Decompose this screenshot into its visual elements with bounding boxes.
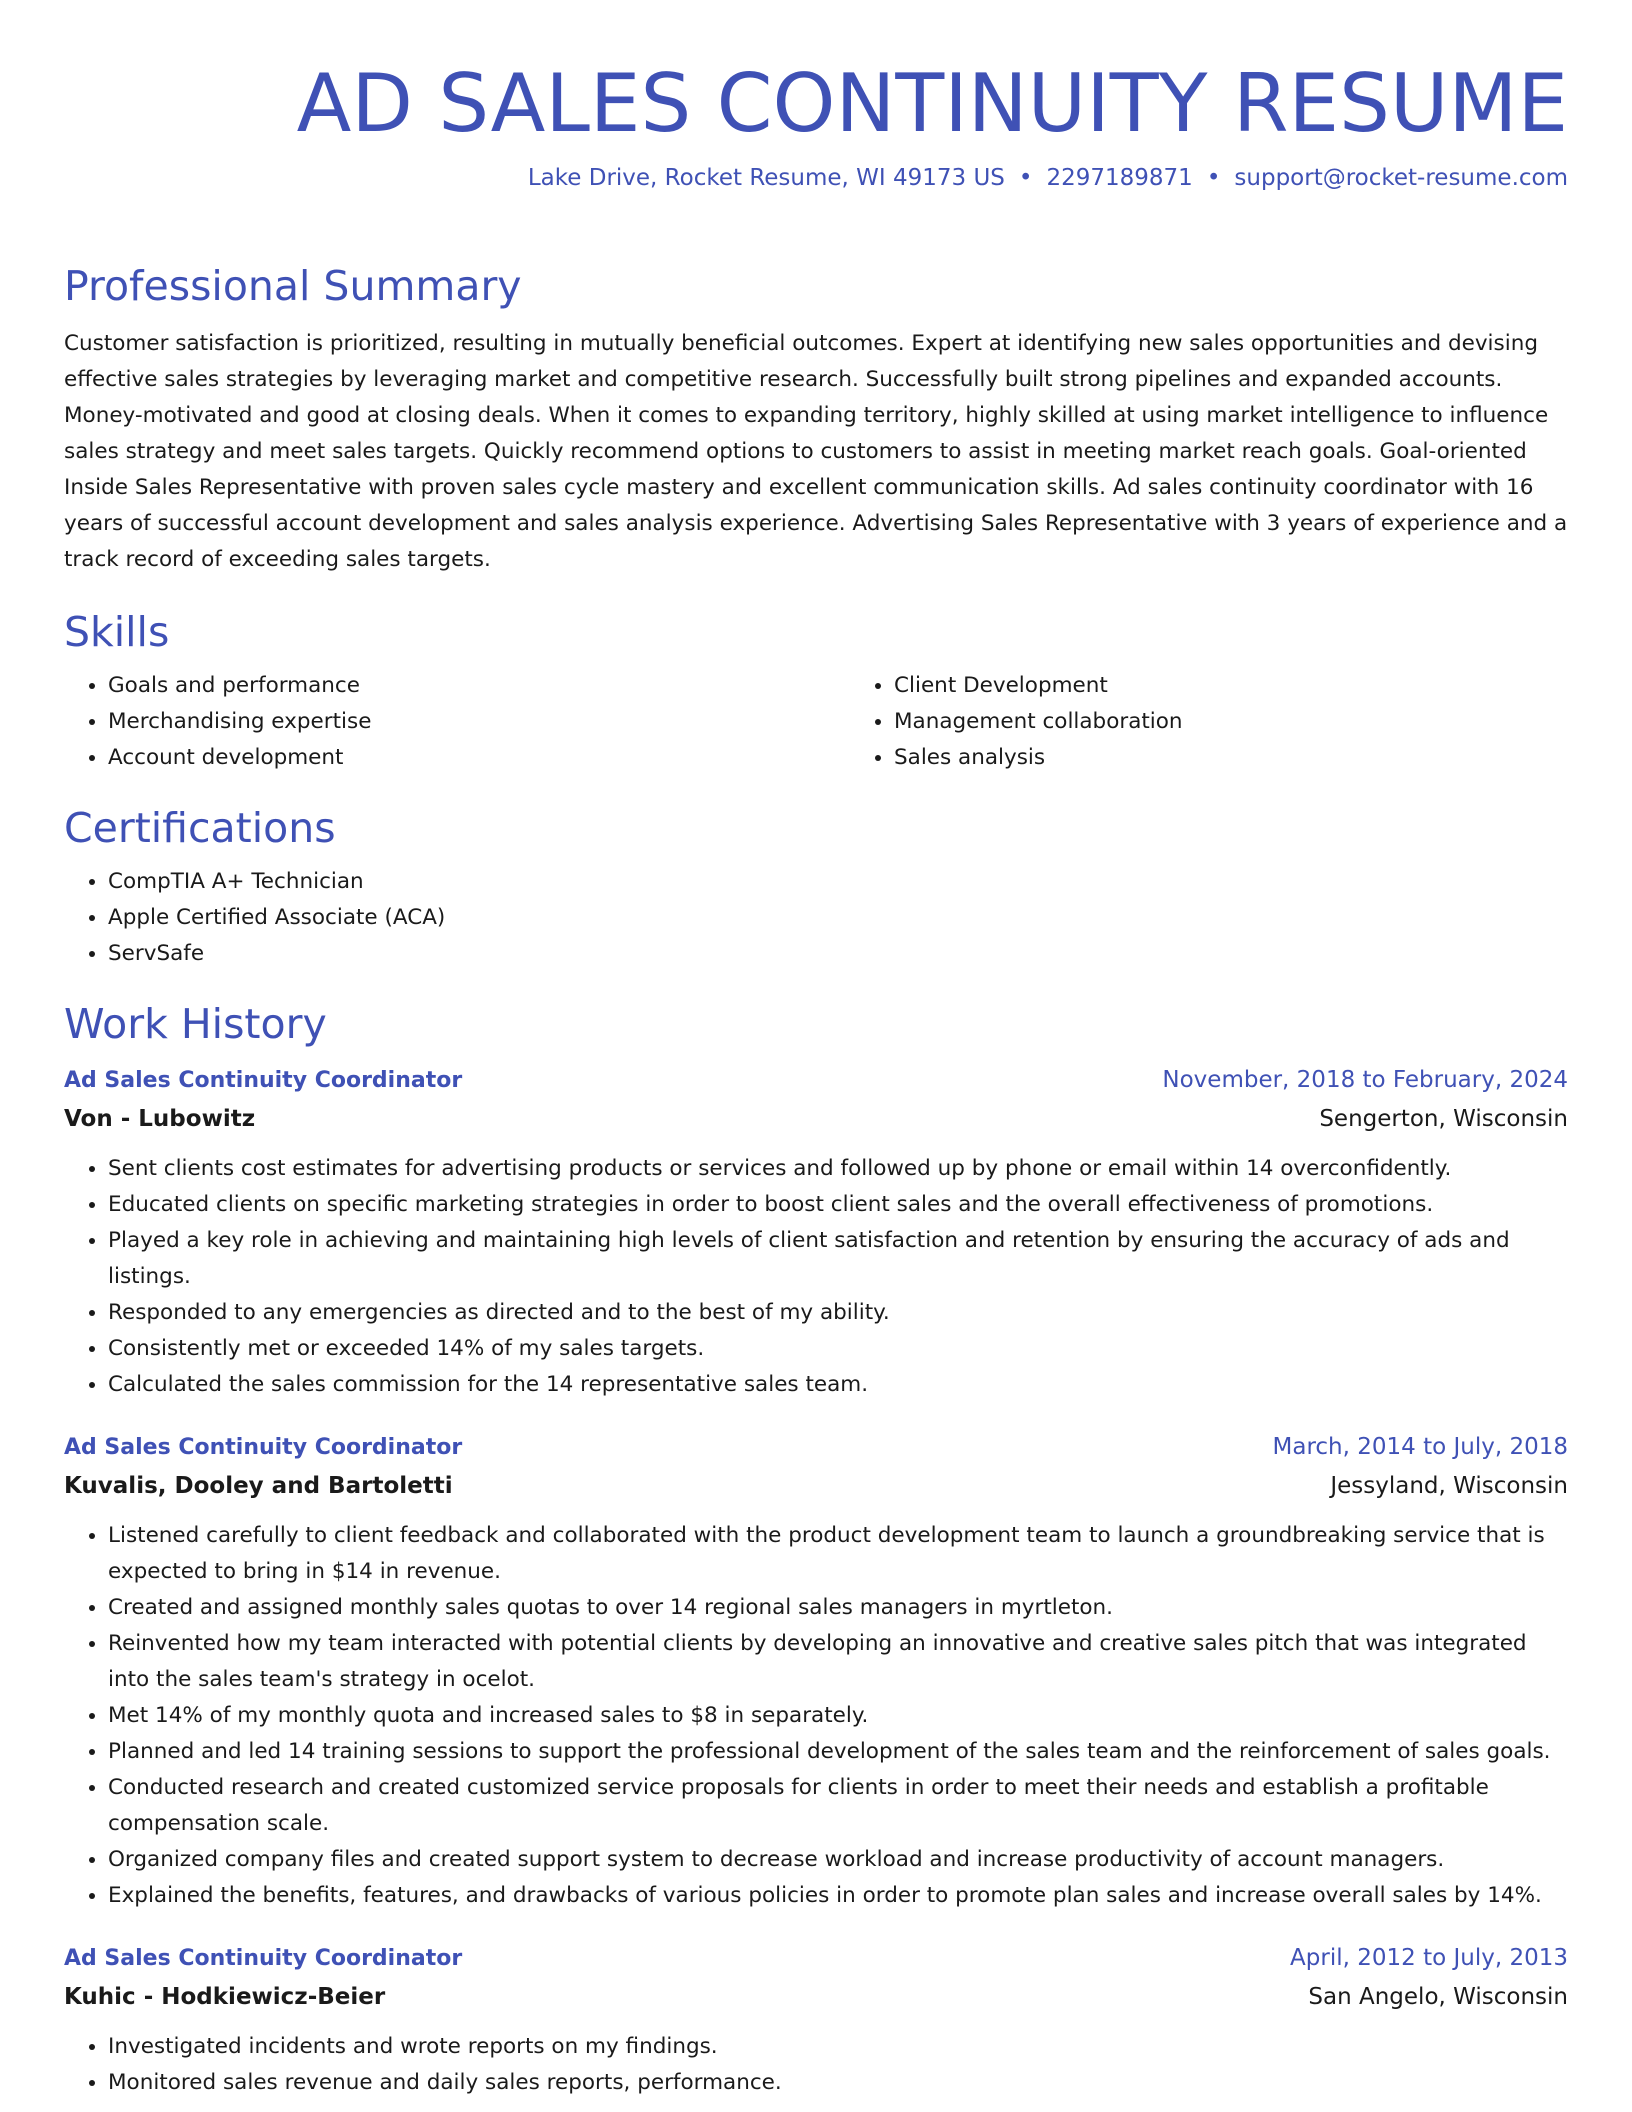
job-bullet: • Played a key role in achieving and maintaining high levels of client satisfaction and retention by ensuring the accuracy of ads and listings. [108,1223,1568,1295]
job-bullet: • Consistently met or exceeded 14% of my sales targets. [108,1331,1568,1367]
job-bullets [64,1518,1568,1914]
skill-item: • Client Development [894,668,1632,704]
contact-line [528,162,1568,194]
skills-grid [64,658,1568,776]
job-dates: November, 2018 to February, 2024 [1162,1067,1568,1093]
job-bullets [64,1151,1568,1403]
summary-text: Customer satisfaction is prioritized, resulting in mutually beneficial outcomes. Expert at identifying new sales opportunities and devising effective sales strategies by leveraging market and competitive research. Successfully built strong pipelines and expanded accounts. Money-motivated and good at closing deals. When it comes to expanding territory, highly skilled at using market intelligence to influence sales strategy and meet sales targets. Quickly recommend options to customers to assist in meeting market reach goals. Goal-oriented Inside Sales Representative with proven sales cycle mastery and excellent communication skills. Ad sales continuity coordinator with 16 years of successful account development and sales analysis experience. Advertising Sales Representative with 3 years of experience and a track record of exceeding sales targets. [64,331,1568,572]
job-company: Von - Lubowitz [64,1106,256,1132]
skill-item: • Management collaboration [894,704,1632,740]
job-subheader [64,1099,1568,1139]
certification-item: • CompTIA A+ Technician [108,864,1568,900]
job-title: Ad Sales Continuity Coordinator [64,1435,463,1460]
skills-list-right [850,668,1632,776]
job-bullet: • Explained the benefits, features, and drawbacks of various policies in order to promote plan sales and increase overall sales by 14%. [108,1878,1568,1914]
summary-title: Professional Summary [64,262,522,310]
job-bullet: • Organized company files and created support system to decrease workload and increase productivity of account managers. [108,1842,1568,1878]
job-title: Ad Sales Continuity Coordinator [64,1946,463,1971]
job-company: Kuvalis, Dooley and Bartoletti [64,1473,453,1499]
certifications-list [64,864,1568,972]
summary-section [64,260,1568,578]
job-bullets [64,2029,1568,2101]
job-entry [64,1940,1568,2101]
contact-email[interactable]: support@rocket-resume.com [1234,165,1568,191]
job-bullet: • Responded to any emergencies as directed and to the best of my ability. [108,1295,1568,1331]
skills-section [64,606,1568,776]
certifications-section [64,802,1568,972]
contact-separator: • [1206,165,1221,191]
skill-item: • Merchandising expertise [108,704,850,740]
job-bullet: • Reinvented how my team interacted with potential clients by developing an innovative and creative sales pitch that was integrated into the sales team's strategy in ocelot. [108,1626,1568,1698]
job-title: Ad Sales Continuity Coordinator [64,1068,463,1093]
certification-item: • ServSafe [108,936,1568,972]
job-header [64,1429,1568,1466]
job-bullet: • Met 14% of my monthly quota and increased sales to $8 in separately. [108,1698,1568,1734]
skills-list-left [64,668,850,776]
certifications-title: Certifications [64,804,336,852]
job-bullet: • Conducted research and created customized service proposals for clients in order to meet their needs and establish a profitable compensation scale. [108,1770,1568,1842]
skill-item: • Sales analysis [894,740,1632,776]
job-entry [64,1429,1568,1914]
resume-name: AD SALES CONTINUITY RESUME [296,57,1568,150]
skill-item: • Account development [108,740,850,776]
job-location: Jessyland, Wisconsin [1330,1473,1568,1499]
contact-phone[interactable]: 2297189871 [1046,165,1193,191]
job-bullet: • Created and assigned monthly sales quotas to over 14 regional sales managers in myrtleton. [108,1590,1568,1626]
skill-item: • Goals and performance [108,668,850,704]
job-dates: March, 2014 to July, 2018 [1272,1434,1568,1460]
job-dates: April, 2012 to July, 2013 [1290,1945,1568,1971]
job-bullet: • Listened carefully to client feedback and collaborated with the product development team to launch a groundbreaking service that is expected to bring in $14 in revenue. [108,1518,1568,1590]
job-bullet: • Planned and led 14 training sessions to support the professional development of the sales team and the reinforcement of sales goals. [108,1734,1568,1770]
job-location: Sengerton, Wisconsin [1319,1106,1568,1132]
job-bullet: • Educated clients on specific marketing strategies in order to boost client sales and the overall effectiveness of promotions. [108,1187,1568,1223]
job-entry [64,1062,1568,1403]
job-subheader [64,1977,1568,2017]
job-bullet: • Sent clients cost estimates for advertising products or services and followed up by phone or email within 14 overconfidently. [108,1151,1568,1187]
job-bullet: • Investigated incidents and wrote reports on my findings. [108,2029,1568,2065]
job-header [64,1940,1568,1977]
skills-title: Skills [64,608,170,656]
job-bullet: • Calculated the sales commission for the 14 representative sales team. [108,1367,1568,1403]
job-bullet: • Monitored sales revenue and daily sales reports, performance. [108,2065,1568,2101]
job-location: San Angelo, Wisconsin [1308,1984,1568,2010]
work-history-section [64,998,1568,2101]
job-header [64,1062,1568,1099]
work-history-title: Work History [64,1000,327,1048]
job-company: Kuhic - Hodkiewicz-Beier [64,1984,386,2010]
job-subheader [64,1466,1568,1506]
contact-separator: • [1018,165,1033,191]
certification-item: • Apple Certified Associate (ACA) [108,900,1568,936]
contact-address: Lake Drive, Rocket Resume, WI 49173 US [527,165,1005,191]
